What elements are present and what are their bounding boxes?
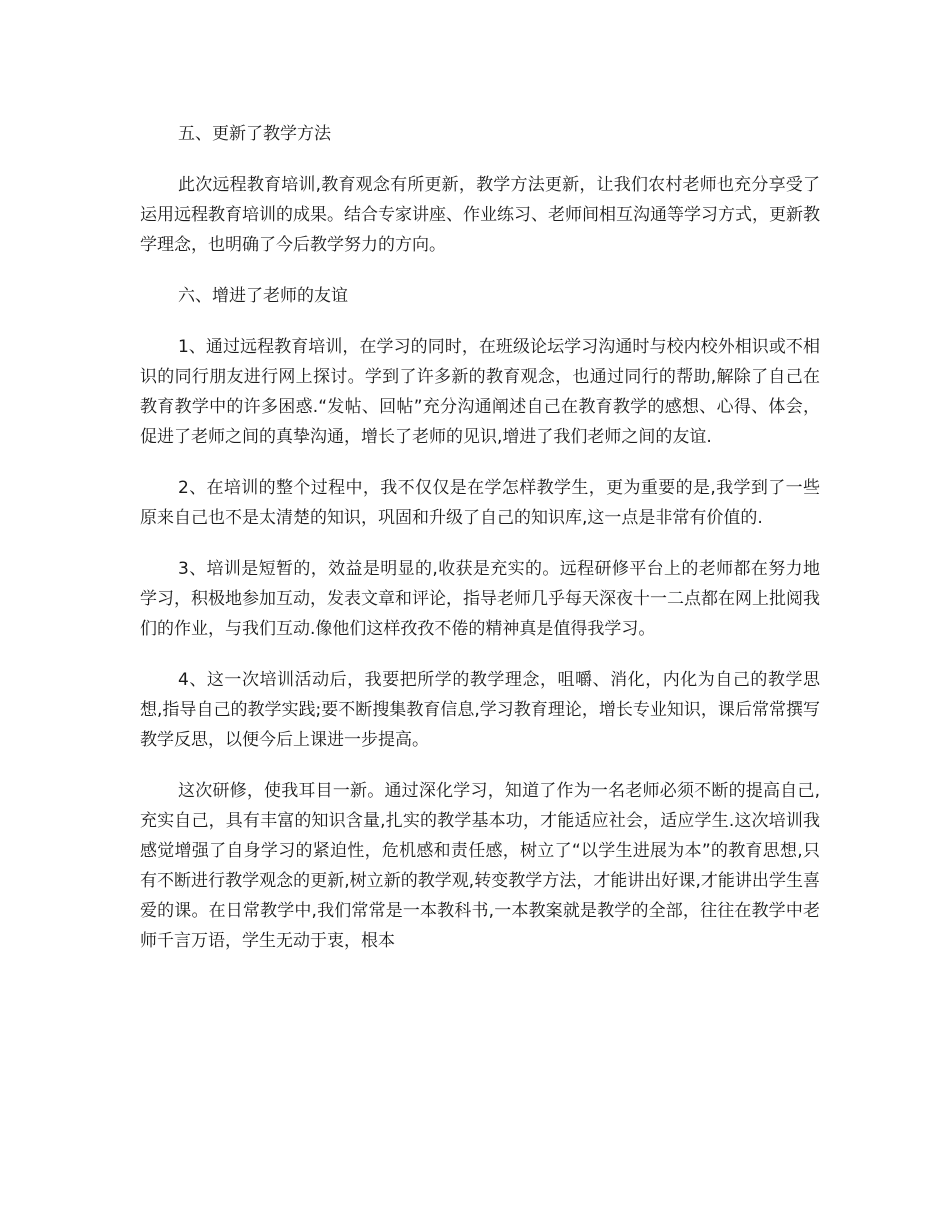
- section-heading-6: 六、增进了老师的友谊: [178, 286, 348, 306]
- paragraph-item-4: 4、这一次培训活动后，我要把所学的教学理念，咀嚼、消化，内化为自己的教学思想,指导自己的教学实践;要不断搜集教育信息,学习教育理论，增长专业知识，课后常常撰写教学反思，以便今后上课进一步提高。: [140, 670, 820, 750]
- paragraph-item-3: 3、培训是短暂的，效益是明显的,收获是充实的。远程研修平台上的老师都在努力地学习，积极地参加互动，发表文章和评论，指导老师几乎每天深夜十一二点都在网上批阅我们的作业，与我们互动.像他们这样孜孜不倦的精神真是值得我学习。: [140, 559, 820, 639]
- paragraph-teaching-methods: 此次远程教育培训,教育观念有所更新，教学方法更新，让我们农村老师也充分享受了运用远程教育培训的成果。结合专家讲座、作业练习、老师间相互沟通等学习方式，更新教学理念，也明确了今后教学努力的方向。: [140, 175, 820, 255]
- paragraph-item-2: 2、在培训的整个过程中，我不仅仅是在学怎样教学生，更为重要的是,我学到了一些原来自己也不是太清楚的知识，巩固和升级了自己的知识库,这一点是非常有价值的.: [140, 478, 820, 528]
- section-heading-5: 五、更新了教学方法: [178, 124, 331, 144]
- document-body: [140, 119, 820, 977]
- paragraph-conclusion: 这次研修，使我耳目一新。通过深化学习，知道了作为一名老师必须不断的提高自己,充实自己，具有丰富的知识含量,扎实的教学基本功，才能适应社会，适应学生.这次培训我感觉增强了自身学习的紧迫性，危机感和责任感，树立了“以学生进展为本”的教育思想,只有不断进行教学观念的更新,树立新的教学观,转变教学方法，才能讲出好课,才能讲出学生喜爱的课。在日常教学中,我们常常是一本教科书,一本教案就是教学的全部，往往在教学中老师千言万语，学生无动于衷，根本: [140, 781, 820, 951]
- paragraph-item-1: 1、通过远程教育培训，在学习的同时，在班级论坛学习沟通时与校内校外相识或不相识的同行朋友进行网上探讨。学到了许多新的教育观念，也通过同行的帮助,解除了自己在教育教学中的许多困惑.“发帖、回帖”充分沟通阐述自己在教育教学的感想、心得、体会，促进了老师之间的真挚沟通，增长了老师的见识,增进了我们老师之间的友谊.: [140, 337, 820, 447]
